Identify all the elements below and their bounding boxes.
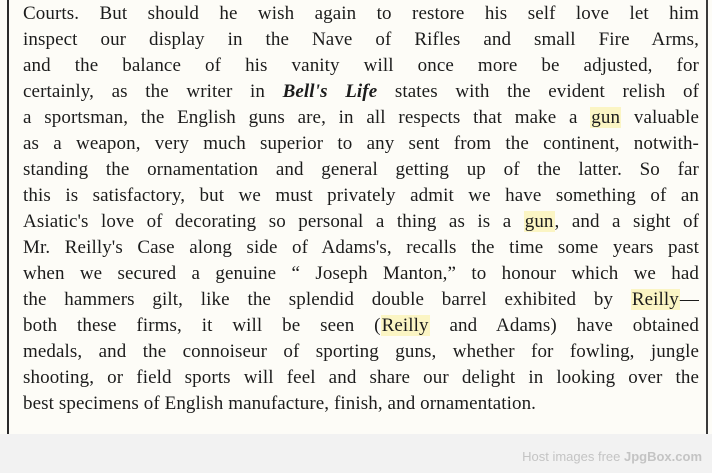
text-run: this is satisfactory, but we must privately admit we have something of an xyxy=(23,185,699,206)
text-run: Courts. But should he wish again to restore his self love let him xyxy=(23,3,699,24)
text-run: shooting, or field sports will feel and share our delight in looking over the xyxy=(23,367,699,388)
text-run: valuable xyxy=(621,107,699,128)
text-run: best specimens of English manufacture, finish, and ornamentation. xyxy=(23,393,537,414)
text-line xyxy=(23,53,699,79)
text-run: and the balance of his vanity will once more be adjusted, for xyxy=(23,55,699,76)
text-run: when we secured a genuine “ Joseph Manton,” to honour which we had xyxy=(23,263,699,284)
text-run: Mr. Reilly's Case along side of Adams's, recalls the time some years past xyxy=(23,237,699,258)
text-line xyxy=(23,287,699,313)
text-run: inspect our display in the Nave of Rifles and small Fire Arms, xyxy=(23,29,699,50)
highlighted-term: gun xyxy=(524,211,554,232)
highlighted-term: gun xyxy=(591,107,621,128)
document-text xyxy=(23,1,699,417)
text-line xyxy=(23,27,699,53)
text-run: states with the evident relish of xyxy=(377,81,699,102)
host-credit-brand: JpgBox.com xyxy=(623,449,702,464)
text-line xyxy=(23,313,699,339)
text-line xyxy=(23,183,699,209)
highlighted-term: Reilly xyxy=(631,289,679,310)
host-credit[interactable] xyxy=(522,449,702,464)
text-run: , and a sight of xyxy=(554,211,699,232)
text-line xyxy=(23,235,699,261)
text-run: the hammers gilt, like the splendid double barrel exhibited by xyxy=(23,289,631,310)
text-run: medals, and the connoiseur of sporting guns, whether for fowling, jungle xyxy=(23,341,699,362)
footer-bar xyxy=(0,434,712,473)
italic-title: Bell's Life xyxy=(282,81,378,102)
text-line xyxy=(23,209,699,235)
text-run: as a weapon, very much superior to any sent from the continent, notwith- xyxy=(23,133,699,154)
text-line xyxy=(23,157,699,183)
text-run: certainly, as the writer in xyxy=(23,81,283,102)
text-run: a sportsman, the English guns are, in all respects that make a xyxy=(23,107,591,128)
text-run: — xyxy=(679,289,699,310)
text-run: and Adams) have obtained xyxy=(429,315,699,336)
text-run: standing the ornamentation and general getting up of the latter. So far xyxy=(23,159,699,180)
text-line xyxy=(23,365,699,391)
text-run: both these firms, it will be seen ( xyxy=(23,315,381,336)
text-line xyxy=(23,79,699,105)
text-line xyxy=(23,261,699,287)
text-run: Asiatic's love of decorating so personal a thing as is a xyxy=(23,211,524,232)
host-credit-prefix: Host images free xyxy=(522,449,624,464)
right-column-rule xyxy=(706,0,708,434)
text-line xyxy=(23,391,699,417)
text-line xyxy=(23,105,699,131)
left-column-rule xyxy=(7,0,9,434)
text-line xyxy=(23,131,699,157)
text-line xyxy=(23,1,699,27)
highlighted-term: Reilly xyxy=(381,315,429,336)
text-line xyxy=(23,339,699,365)
